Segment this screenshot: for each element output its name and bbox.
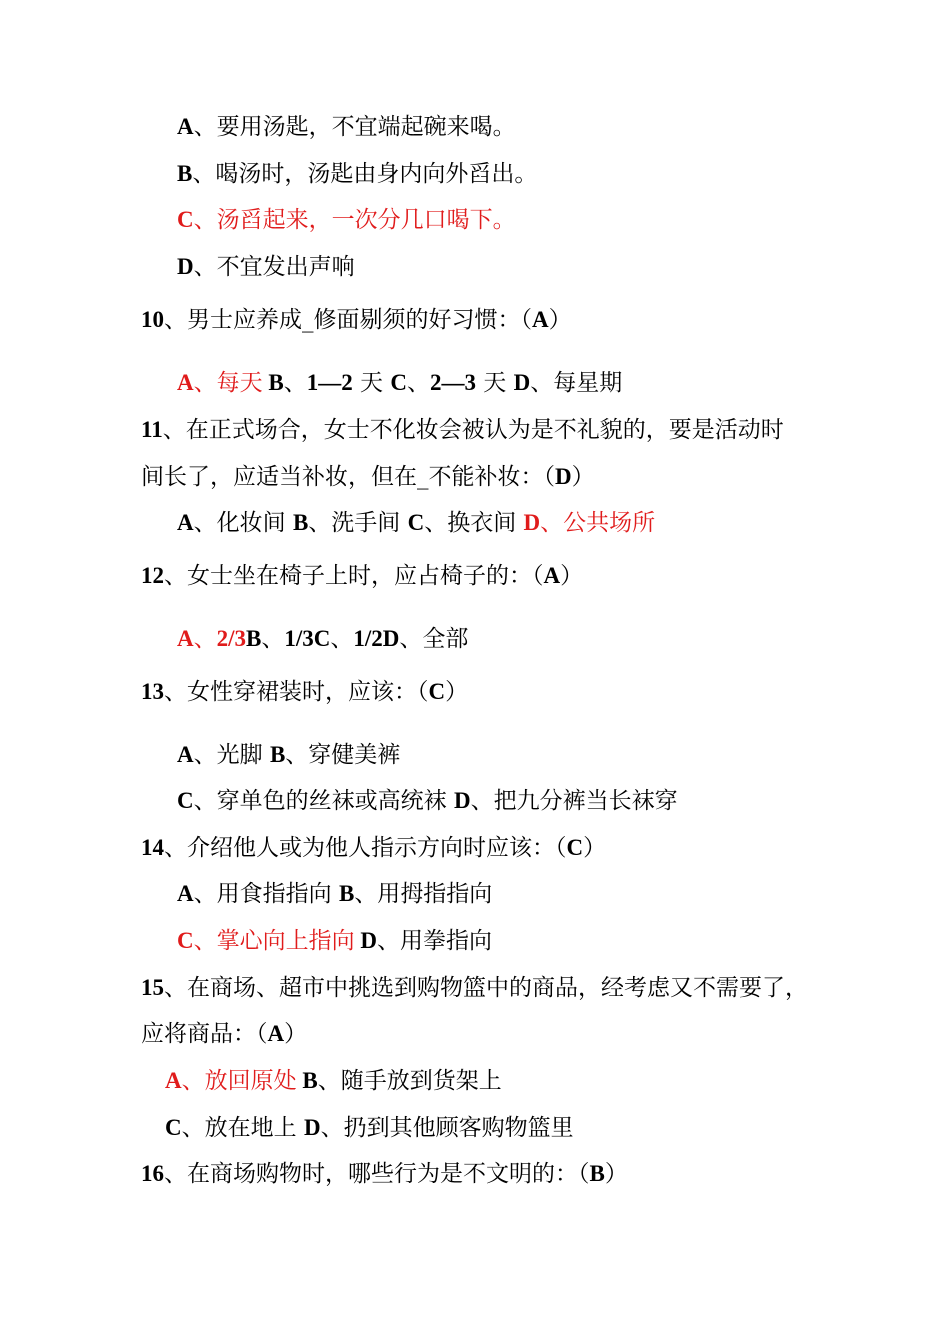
question-15	[141, 973, 808, 1003]
text-segment: 16	[141, 1161, 164, 1186]
text-segment: ）	[571, 464, 595, 490]
question-15-cont	[141, 1019, 307, 1049]
question-11	[141, 415, 784, 445]
text-segment: 、用拇指指向	[354, 881, 493, 907]
text-segment: C	[407, 510, 425, 535]
text-segment: 、把九分裤当长袜穿	[470, 788, 678, 814]
text-segment: 、喝汤时，汤匙由身内向外舀出。	[192, 161, 538, 187]
option-line	[177, 112, 516, 142]
text-segment: 、洗手间	[308, 510, 408, 536]
text-segment: 11	[141, 417, 163, 442]
question-10	[141, 305, 572, 335]
text-segment: A	[177, 510, 194, 535]
text-segment: 、	[261, 626, 285, 652]
text-segment: ）	[583, 835, 607, 861]
text-segment: 、穿健美裤	[285, 742, 401, 768]
text-segment: ）	[604, 1161, 628, 1187]
text-segment: 2/3	[216, 626, 247, 651]
text-segment: B	[269, 742, 286, 767]
text-segment: D	[513, 370, 531, 395]
text-segment: A	[177, 114, 194, 139]
text-segment: 13	[141, 679, 164, 704]
text-segment: 、	[406, 370, 430, 396]
text-segment: 、化妆间	[193, 510, 293, 536]
text-segment: ）	[548, 307, 572, 333]
options-13-cont	[177, 786, 678, 816]
text-segment: 、掌心向上指向	[193, 928, 355, 954]
text-segment: 、随手放到货架上	[317, 1068, 502, 1094]
text-segment: D	[354, 928, 377, 953]
text-segment: B	[589, 1161, 605, 1186]
text-segment: B	[292, 510, 309, 535]
text-segment: 、女士坐在椅子上时，应占椅子的：（	[164, 563, 544, 589]
options-14	[177, 879, 492, 909]
text-segment: B	[177, 161, 193, 186]
question-14	[141, 833, 606, 863]
text-segment: 、不宜发出声响	[193, 254, 355, 280]
question-12	[141, 561, 583, 591]
text-segment: 2—3	[429, 370, 476, 395]
text-segment: A	[177, 742, 194, 767]
text-segment: 1/2D	[353, 626, 400, 651]
text-segment: B	[246, 626, 262, 651]
options-14-cont	[177, 926, 492, 956]
text-segment: C	[566, 835, 584, 860]
text-segment: 、用食指指向	[193, 881, 339, 907]
text-segment: A	[165, 1068, 182, 1093]
text-segment: 、在商场购物时，哪些行为是不文明的：（	[164, 1161, 590, 1187]
text-segment: 应将商品：（	[141, 1021, 268, 1047]
text-segment: 、光脚	[193, 742, 270, 768]
text-segment: 天	[475, 370, 514, 396]
text-segment: 、在商场、超市中挑选到购物篮中的商品，经考虑又不需要了，	[164, 975, 808, 1001]
text-segment: 10	[141, 307, 164, 332]
text-segment: 1/3C	[284, 626, 331, 651]
text-segment: 、放在地上	[181, 1115, 304, 1141]
text-segment: B	[338, 881, 355, 906]
text-segment: 、用拳指向	[377, 928, 492, 954]
text-segment: A	[177, 626, 194, 651]
text-segment: 、换衣间	[424, 510, 524, 536]
option-line	[177, 159, 537, 189]
text-segment: 、公共场所	[540, 510, 656, 536]
text-segment: 12	[141, 563, 164, 588]
text-segment: A	[177, 370, 194, 395]
text-segment: C	[390, 370, 407, 395]
options-10	[177, 368, 622, 398]
text-segment: ）	[560, 563, 584, 589]
text-segment: C	[177, 207, 194, 232]
text-segment: B	[296, 1068, 318, 1093]
text-segment: 、	[193, 626, 217, 652]
text-segment: C	[165, 1115, 182, 1140]
text-segment: 、全部	[399, 626, 469, 652]
text-segment: 、汤舀起来，一次分几口喝下。	[193, 207, 516, 233]
text-segment: 14	[141, 835, 164, 860]
text-segment: ）	[445, 679, 469, 705]
text-segment: D	[303, 1115, 321, 1140]
text-segment: D	[523, 510, 541, 535]
text-segment: 、穿单色的丝袜或高统袜	[193, 788, 454, 814]
question-13	[141, 677, 468, 707]
text-segment: 15	[141, 975, 164, 1000]
option-line	[177, 252, 355, 282]
options-12	[177, 624, 468, 654]
text-segment: A	[532, 307, 549, 332]
text-segment: D	[453, 788, 471, 813]
text-segment: C	[177, 928, 194, 953]
text-segment: C	[428, 679, 446, 704]
text-segment: B	[262, 370, 284, 395]
text-segment: 天	[352, 370, 391, 396]
options-11	[177, 508, 655, 538]
question-11-cont	[141, 462, 595, 492]
text-segment: A	[543, 563, 561, 588]
options-15	[165, 1066, 502, 1096]
options-15-cont	[165, 1113, 574, 1143]
text-segment: D	[555, 464, 572, 489]
text-segment: 、每星期	[530, 370, 623, 396]
text-segment: A	[177, 881, 194, 906]
text-segment: 、男士应养成_修面剔须的好习惯：（	[164, 307, 532, 333]
text-segment: 、每天	[193, 370, 263, 396]
text-segment: 间长了，应适当补妆，但在_不能补妆：（	[141, 464, 555, 490]
text-segment: ）	[284, 1021, 308, 1047]
text-segment: 、介绍他人或为他人指示方向时应该：（	[164, 835, 567, 861]
text-segment: C	[177, 788, 194, 813]
text-segment: 、放回原处	[181, 1068, 297, 1094]
text-segment: 1—2	[306, 370, 353, 395]
text-segment: 、	[330, 626, 354, 652]
question-16	[141, 1159, 628, 1189]
option-line-answer	[177, 205, 516, 235]
text-segment: A	[267, 1021, 285, 1046]
text-segment: 、在正式场合，女士不化妆会被认为是不礼貌的，要是活动时	[162, 417, 784, 443]
text-segment: 、扔到其他顾客购物篮里	[320, 1115, 574, 1141]
text-segment: D	[177, 254, 194, 279]
text-segment: 、要用汤匙，不宜端起碗来喝。	[193, 114, 516, 140]
text-segment: 、女性穿裙装时，应该：（	[164, 679, 429, 705]
options-13	[177, 740, 400, 770]
text-segment: 、	[283, 370, 307, 396]
